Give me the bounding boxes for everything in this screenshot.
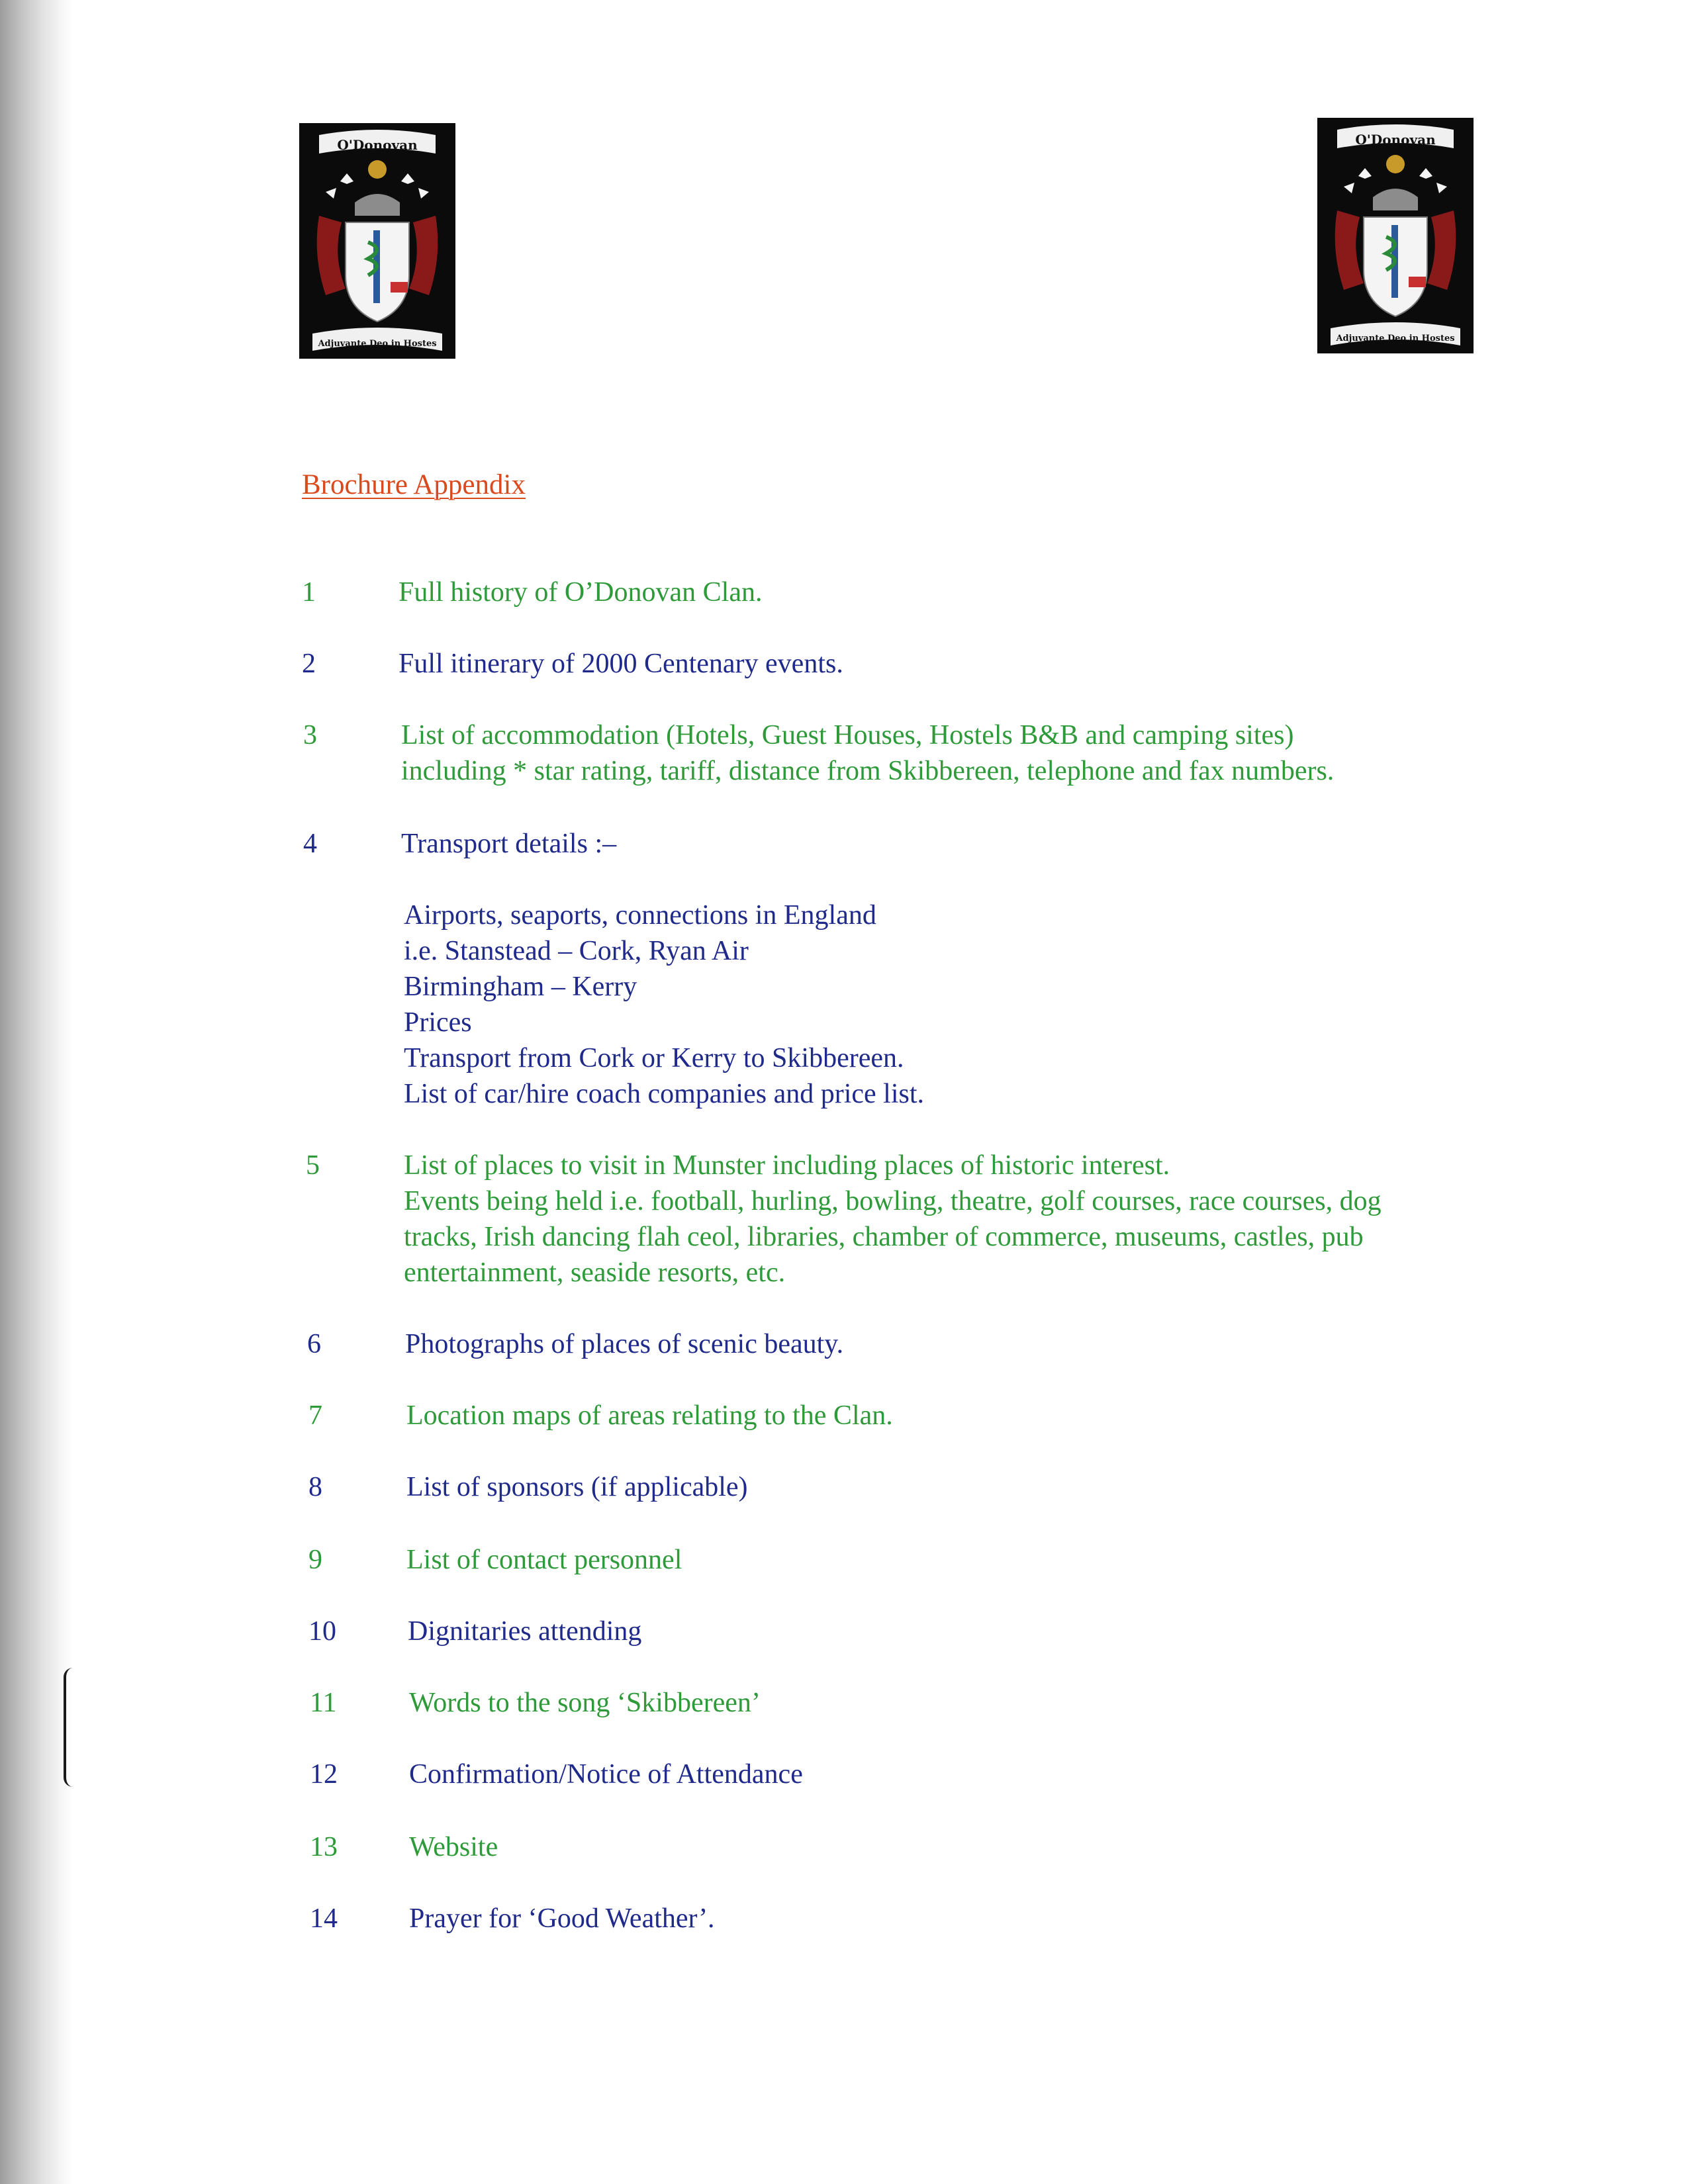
item-text-line: Transport from Cork or Kerry to Skibbereen. [404,1043,904,1073]
item-text-line: i.e. Stanstead – Cork, Ryan Air [404,936,749,966]
item-number: 3 [303,720,317,751]
item-text-line: Prices [404,1007,472,1038]
crest-motto-top: O'Donovan [1355,132,1436,148]
item-text: Confirmation/Notice of Attendance [409,1759,803,1790]
crest-motto-top: O'Donovan [337,137,418,153]
item-text-line: List of car/hire coach companies and price list. [404,1079,925,1109]
page-title: Brochure Appendix [302,469,526,500]
item-number: 5 [306,1150,320,1181]
item-number: 2 [302,649,316,679]
item-text: Words to the song ‘Skibbereen’ [409,1688,761,1718]
item-number: 10 [308,1616,336,1647]
item-text-line: List of accommodation (Hotels, Guest Houses, Hostels B&B and camping sites) [401,720,1294,751]
item-number: 9 [308,1545,322,1575]
crest-motto-bottom: Adjuvante Deo in Hostes [318,339,437,349]
item-text: Location maps of areas relating to the Clan. [406,1400,893,1431]
item-text-line: Airports, seaports, connections in England [404,900,876,931]
item-text-line: List of places to visit in Munster including places of historic interest. [404,1150,1170,1181]
item-number: 11 [310,1688,337,1718]
crest-motto-bottom: Adjuvante Deo in Hostes [1336,334,1455,343]
item-text-line: tracks, Irish dancing flah ceol, libraries, chamber of commerce, museums, castles, pub [404,1222,1364,1252]
item-text: Full history of O’Donovan Clan. [399,577,763,608]
item-text: Photographs of places of scenic beauty. [405,1329,844,1359]
item-text: List of contact personnel [406,1545,682,1575]
item-number: 1 [302,577,316,608]
item-text-line: including * star rating, tariff, distance from Skibbereen, telephone and fax numbers. [401,756,1335,786]
item-text: Prayer for ‘Good Weather’. [409,1903,715,1934]
item-number: 13 [310,1832,338,1862]
item-text: Dignitaries attending [408,1616,642,1647]
item-number: 12 [310,1759,338,1790]
item-text: Website [409,1832,498,1862]
item-number: 7 [308,1400,322,1431]
item-text: Transport details :– [401,829,617,859]
item-number: 14 [310,1903,338,1934]
item-text: Full itinerary of 2000 Centenary events. [399,649,843,679]
item-text-line: entertainment, seaside resorts, etc. [404,1257,786,1288]
item-text-line: Events being held i.e. football, hurling, bowling, theatre, golf courses, race courses, dog [404,1186,1382,1216]
item-number: 4 [303,829,317,859]
item-text: List of sponsors (if applicable) [406,1472,748,1502]
item-number: 6 [307,1329,321,1359]
item-text-line: Birmingham – Kerry [404,972,637,1002]
item-number: 8 [308,1472,322,1502]
